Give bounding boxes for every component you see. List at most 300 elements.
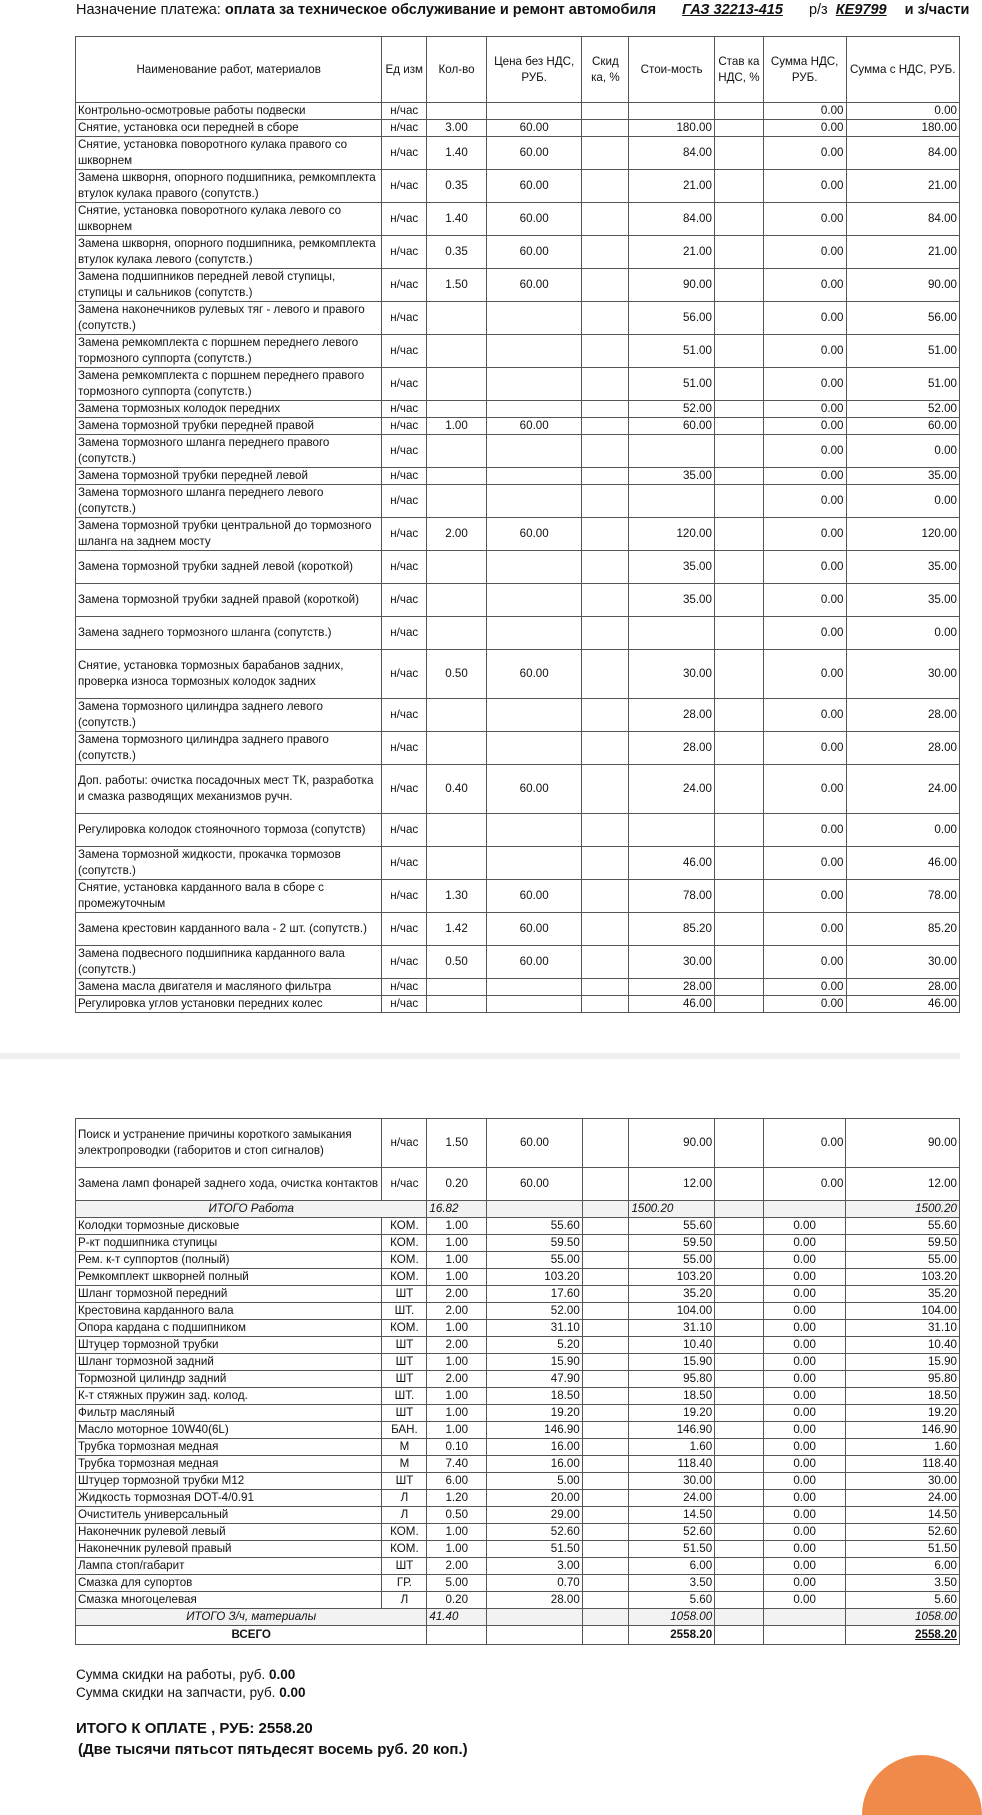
material-vat-rate (715, 1303, 764, 1320)
material-cost: 104.00 (629, 1303, 715, 1320)
table-row (76, 847, 960, 880)
material-name: Шланг тормозной передний (76, 1286, 382, 1303)
material-total: 6.00 (846, 1558, 960, 1575)
material-unit: БАН. (382, 1422, 427, 1439)
item-cost: 120.00 (629, 518, 715, 551)
item-name: Поиск и устранение причины короткого замыкания электропроводки (габоритов и стоп сигналов) (76, 1119, 382, 1168)
material-qty: 1.00 (427, 1269, 487, 1286)
material-vat-sum: 0.00 (763, 1371, 846, 1388)
item-vat-rate (715, 1119, 764, 1168)
item-qty: 1.42 (427, 913, 487, 946)
table-row (76, 1337, 960, 1354)
item-cost: 21.00 (629, 236, 715, 269)
material-name: Лампа стоп/габарит (76, 1558, 382, 1575)
item-price (486, 699, 582, 732)
item-price (486, 302, 582, 335)
material-price: 146.90 (487, 1422, 583, 1439)
item-discount (582, 814, 629, 847)
material-vat-sum: 0.00 (763, 1524, 846, 1541)
item-cost: 56.00 (629, 302, 715, 335)
material-vat-sum: 0.00 (763, 1541, 846, 1558)
item-qty (427, 468, 487, 485)
item-unit: н/час (382, 435, 427, 468)
material-price: 28.00 (487, 1592, 583, 1609)
material-cost: 118.40 (629, 1456, 715, 1473)
item-name: Замена тормозной трубки задней правой (короткой) (76, 584, 382, 617)
material-price: 52.00 (487, 1303, 583, 1320)
table-row (76, 485, 960, 518)
item-cost: 21.00 (629, 170, 715, 203)
material-unit: ШТ. (382, 1303, 427, 1320)
material-price: 3.00 (487, 1558, 583, 1575)
table-row (76, 120, 960, 137)
item-discount (582, 269, 629, 302)
item-price: 60.00 (487, 1119, 583, 1168)
material-vat-sum: 0.00 (763, 1286, 846, 1303)
item-discount (582, 584, 629, 617)
material-vat-rate (715, 1558, 764, 1575)
item-vat-sum: 0.00 (763, 913, 846, 946)
item-cost: 24.00 (629, 765, 715, 814)
item-name: Снятие, установка оси передней в сборе (76, 120, 382, 137)
item-price: 60.00 (486, 913, 582, 946)
material-qty: 2.00 (427, 1337, 487, 1354)
materials-total-vat-sum (763, 1609, 846, 1626)
item-discount (582, 203, 629, 236)
material-name: Ремкомплект шкворней полный (76, 1269, 382, 1286)
item-name: Замена шкворня, опорного подшипника, ремкомплекта втулок кулака правого (сопутств.) (76, 170, 382, 203)
item-price (486, 617, 582, 650)
item-cost: 46.00 (629, 847, 715, 880)
item-unit: н/час (382, 120, 427, 137)
material-unit: ГР. (382, 1575, 427, 1592)
item-vat-sum: 0.00 (763, 996, 846, 1013)
item-qty (427, 368, 487, 401)
table-row (76, 435, 960, 468)
material-cost: 1.60 (629, 1439, 715, 1456)
item-qty: 1.50 (427, 1119, 487, 1168)
item-name: Замена тормозной трубки центральной до тормозного шланга на заднем мосту (76, 518, 382, 551)
item-name: Замена ремкомплекта с поршнем переднего левого тормозного суппорта (сопутств.) (76, 335, 382, 368)
item-vat-rate (714, 617, 763, 650)
item-qty: 0.35 (427, 236, 487, 269)
item-vat-sum: 0.00 (763, 418, 846, 435)
table-row (76, 1269, 960, 1286)
table-row (76, 1119, 960, 1168)
material-qty: 1.00 (427, 1252, 487, 1269)
table-row (76, 979, 960, 996)
material-total: 146.90 (846, 1422, 960, 1439)
to-pay-value: 2558.20 (258, 1720, 313, 1737)
material-cost: 146.90 (629, 1422, 715, 1439)
item-name: Замена тормозного шланга переднего правого (сопутств.) (76, 435, 382, 468)
item-unit: н/час (382, 650, 427, 699)
table-row (76, 1592, 960, 1609)
item-total: 21.00 (846, 170, 960, 203)
material-cost: 19.20 (629, 1405, 715, 1422)
table-row (76, 1524, 960, 1541)
material-name: К-т стяжных пружин зад. колод. (76, 1388, 382, 1405)
item-cost (629, 814, 715, 847)
table-row (76, 1558, 960, 1575)
material-name: Штуцер тормозной трубки (76, 1337, 382, 1354)
material-qty: 0.50 (427, 1507, 487, 1524)
col-header-discount: Скид ка, % (582, 37, 629, 103)
material-vat-sum: 0.00 (763, 1337, 846, 1354)
material-cost: 3.50 (629, 1575, 715, 1592)
item-cost (629, 617, 715, 650)
item-vat-rate (714, 103, 763, 120)
material-unit: КОМ. (382, 1541, 427, 1558)
material-vat-rate (715, 1507, 764, 1524)
item-vat-sum: 0.00 (763, 518, 846, 551)
item-vat-sum: 0.00 (763, 584, 846, 617)
material-vat-rate (715, 1218, 764, 1235)
item-discount (582, 368, 629, 401)
material-unit: КОМ. (382, 1218, 427, 1235)
material-discount (582, 1269, 629, 1286)
works-total-vat-rate (715, 1201, 764, 1218)
item-unit: н/час (382, 913, 427, 946)
item-vat-sum: 0.00 (763, 236, 846, 269)
item-vat-rate (714, 120, 763, 137)
item-total: 28.00 (846, 699, 960, 732)
item-discount (582, 913, 629, 946)
item-total: 0.00 (846, 814, 960, 847)
material-discount (582, 1235, 629, 1252)
material-qty: 1.00 (427, 1218, 487, 1235)
material-cost: 55.60 (629, 1218, 715, 1235)
item-vat-rate (714, 814, 763, 847)
table-row (76, 913, 960, 946)
item-unit: н/час (382, 236, 427, 269)
item-vat-rate (714, 584, 763, 617)
item-vat-rate (714, 269, 763, 302)
material-vat-rate (715, 1354, 764, 1371)
material-vat-rate (715, 1337, 764, 1354)
material-vat-rate (715, 1405, 764, 1422)
grand-total-row (76, 1626, 960, 1645)
item-vat-sum: 0.00 (763, 468, 846, 485)
item-unit: н/час (382, 170, 427, 203)
item-qty (427, 103, 487, 120)
material-qty: 1.00 (427, 1405, 487, 1422)
item-total: 84.00 (846, 203, 960, 236)
material-vat-sum: 0.00 (763, 1252, 846, 1269)
item-qty (427, 732, 487, 765)
item-qty (427, 401, 487, 418)
material-name: Очиститель универсальный (76, 1507, 382, 1524)
grand-total-vat-rate (715, 1626, 764, 1645)
material-vat-sum: 0.00 (763, 1439, 846, 1456)
material-discount (582, 1575, 629, 1592)
item-vat-sum: 0.00 (763, 946, 846, 979)
table-row (76, 401, 960, 418)
item-vat-rate (714, 401, 763, 418)
table-row (76, 650, 960, 699)
grand-total-price (487, 1626, 583, 1645)
material-vat-rate (715, 1456, 764, 1473)
table-row (76, 170, 960, 203)
material-qty: 0.10 (427, 1439, 487, 1456)
item-name: Снятие, установка карданного вала в сборе с промежуточным (76, 880, 382, 913)
item-discount (582, 518, 629, 551)
item-name: Замена тормозной трубки задней левой (короткой) (76, 551, 382, 584)
material-discount (582, 1456, 629, 1473)
item-discount (582, 335, 629, 368)
table-row (76, 1320, 960, 1337)
works-table-part2 (75, 1118, 960, 1645)
item-unit: н/час (382, 551, 427, 584)
item-unit: н/час (382, 847, 427, 880)
table-row (76, 1218, 960, 1235)
item-total: 90.00 (846, 269, 960, 302)
item-vat-sum: 0.00 (763, 765, 846, 814)
material-qty: 6.00 (427, 1473, 487, 1490)
item-unit: н/час (382, 269, 427, 302)
table-row (76, 518, 960, 551)
grand-total-label: ВСЕГО (76, 1626, 427, 1645)
item-discount (582, 765, 629, 814)
material-name: Р-кт подшипника ступицы (76, 1235, 382, 1252)
item-unit: н/час (382, 485, 427, 518)
col-header-vat-sum: Сумма НДС, РУБ. (763, 37, 846, 103)
material-name: Крестовина карданного вала (76, 1303, 382, 1320)
item-discount (582, 946, 629, 979)
item-unit: н/час (382, 880, 427, 913)
material-unit: ШТ (382, 1371, 427, 1388)
material-qty: 1.00 (427, 1354, 487, 1371)
table-row (76, 996, 960, 1013)
item-discount (582, 1168, 629, 1201)
item-name: Замена тормозных колодок передних (76, 401, 382, 418)
material-vat-rate (715, 1541, 764, 1558)
item-qty: 1.40 (427, 137, 487, 170)
item-unit: н/час (382, 103, 427, 120)
material-vat-sum: 0.00 (763, 1405, 846, 1422)
item-price: 60.00 (486, 880, 582, 913)
item-unit: н/час (382, 699, 427, 732)
item-total: 21.00 (846, 236, 960, 269)
works-total-qty: 16.82 (427, 1201, 487, 1218)
grand-total-total: 2558.20 (846, 1626, 960, 1645)
material-price: 5.00 (487, 1473, 583, 1490)
item-price: 60.00 (486, 236, 582, 269)
material-price: 15.90 (487, 1354, 583, 1371)
item-price (486, 335, 582, 368)
table-row (76, 946, 960, 979)
item-discount (582, 170, 629, 203)
item-price: 60.00 (486, 765, 582, 814)
material-unit: ШТ (382, 1337, 427, 1354)
table-row (76, 880, 960, 913)
table-row (76, 1388, 960, 1405)
item-cost: 180.00 (629, 120, 715, 137)
item-unit: н/час (382, 137, 427, 170)
table-row (76, 699, 960, 732)
material-discount (582, 1218, 629, 1235)
item-price (486, 996, 582, 1013)
item-price (486, 401, 582, 418)
item-discount (582, 617, 629, 650)
item-cost: 51.00 (629, 335, 715, 368)
material-vat-rate (715, 1473, 764, 1490)
table-row (76, 1422, 960, 1439)
item-qty (427, 335, 487, 368)
material-name: Наконечник рулевой правый (76, 1541, 382, 1558)
item-total: 0.00 (846, 103, 960, 120)
discount-parts-line (76, 1685, 305, 1700)
item-vat-rate (714, 732, 763, 765)
item-discount (582, 120, 629, 137)
item-total: 180.00 (846, 120, 960, 137)
item-vat-rate (714, 913, 763, 946)
item-name: Снятие, установка тормозных барабанов задних, проверка износа тормозных колодок задних (76, 650, 382, 699)
material-vat-sum: 0.00 (763, 1456, 846, 1473)
item-total: 120.00 (846, 518, 960, 551)
item-discount (582, 137, 629, 170)
item-qty (427, 584, 487, 617)
amount-in-words: (Две тысячи пятьсот пятьдесят восемь руб. 20 коп.) (78, 1741, 468, 1758)
material-vat-sum: 0.00 (763, 1592, 846, 1609)
material-vat-rate (715, 1252, 764, 1269)
material-name: Рем. к-т суппортов (полный) (76, 1252, 382, 1269)
material-name: Смазка многоцелевая (76, 1592, 382, 1609)
item-vat-rate (714, 946, 763, 979)
item-vat-rate (714, 979, 763, 996)
reg-label: р/з (808, 2, 828, 18)
table-row (76, 1456, 960, 1473)
works-total-discount (582, 1201, 629, 1218)
material-total: 5.60 (846, 1592, 960, 1609)
item-discount (582, 732, 629, 765)
works-total-price (487, 1201, 583, 1218)
material-total: 35.20 (846, 1286, 960, 1303)
material-discount (582, 1558, 629, 1575)
item-cost: 46.00 (629, 996, 715, 1013)
table-row (76, 1473, 960, 1490)
material-total: 95.80 (846, 1371, 960, 1388)
item-vat-sum: 0.00 (763, 137, 846, 170)
material-vat-sum: 0.00 (763, 1303, 846, 1320)
material-vat-sum: 0.00 (763, 1269, 846, 1286)
material-qty: 1.00 (427, 1235, 487, 1252)
item-vat-sum: 0.00 (763, 203, 846, 236)
item-unit: н/час (382, 1168, 427, 1201)
material-price: 31.10 (487, 1320, 583, 1337)
material-vat-rate (715, 1592, 764, 1609)
payment-purpose-label: Назначение платежа: (76, 2, 221, 18)
item-name: Снятие, установка поворотного кулака левого со шкворнем (76, 203, 382, 236)
grand-total-vat-sum (763, 1626, 846, 1645)
item-discount (582, 551, 629, 584)
item-qty: 0.50 (427, 946, 487, 979)
item-qty (427, 814, 487, 847)
material-price: 0.70 (487, 1575, 583, 1592)
item-qty: 1.30 (427, 880, 487, 913)
item-price (486, 485, 582, 518)
material-vat-rate (715, 1524, 764, 1541)
item-cost: 60.00 (629, 418, 715, 435)
material-cost: 95.80 (629, 1371, 715, 1388)
material-vat-rate (715, 1575, 764, 1592)
item-unit: н/час (382, 518, 427, 551)
item-name: Замена заднего тормозного шланга (сопутств.) (76, 617, 382, 650)
item-discount (582, 847, 629, 880)
item-qty: 2.00 (427, 518, 487, 551)
item-vat-sum: 0.00 (763, 485, 846, 518)
material-discount (582, 1422, 629, 1439)
material-cost: 52.60 (629, 1524, 715, 1541)
discount-works-value: 0.00 (269, 1667, 296, 1682)
material-discount (582, 1541, 629, 1558)
works-total-label: ИТОГО Работа (76, 1201, 427, 1218)
item-name: Замена ремкомплекта с поршнем переднего правого тормозного суппорта (сопутств.) (76, 368, 382, 401)
material-name: Наконечник рулевой левый (76, 1524, 382, 1541)
material-discount (582, 1490, 629, 1507)
item-qty (427, 302, 487, 335)
item-unit: н/час (382, 732, 427, 765)
discount-parts-label: Сумма скидки на запчасти, руб. (76, 1685, 276, 1700)
discount-parts-value: 0.00 (279, 1685, 306, 1700)
table-row (76, 1405, 960, 1422)
item-discount (582, 1119, 629, 1168)
item-vat-rate (714, 551, 763, 584)
item-total: 51.00 (846, 335, 960, 368)
item-total: 0.00 (846, 485, 960, 518)
item-vat-rate (714, 236, 763, 269)
table-row (76, 1286, 960, 1303)
item-discount (582, 979, 629, 996)
item-vat-rate (714, 996, 763, 1013)
material-qty: 1.00 (427, 1541, 487, 1558)
item-vat-rate (714, 847, 763, 880)
material-cost: 24.00 (629, 1490, 715, 1507)
item-name: Замена шкворня, опорного подшипника, ремкомплекта втулок кулака левого (сопутств.) (76, 236, 382, 269)
material-vat-sum: 0.00 (763, 1354, 846, 1371)
item-cost: 28.00 (629, 699, 715, 732)
material-discount (582, 1320, 629, 1337)
item-price: 60.00 (486, 518, 582, 551)
material-discount (582, 1592, 629, 1609)
table-row (76, 814, 960, 847)
item-cost: 90.00 (629, 269, 715, 302)
table-row (76, 584, 960, 617)
discount-works-label: Сумма скидки на работы, руб. (76, 1667, 266, 1682)
material-name: Штуцер тормозной трубки М12 (76, 1473, 382, 1490)
item-price: 60.00 (486, 418, 582, 435)
works-total-vat-sum (763, 1201, 846, 1218)
item-unit: н/час (382, 765, 427, 814)
material-discount (582, 1524, 629, 1541)
item-total: 84.00 (846, 137, 960, 170)
material-unit: КОМ. (382, 1235, 427, 1252)
materials-total-qty: 41.40 (427, 1609, 487, 1626)
item-vat-rate (714, 880, 763, 913)
item-vat-sum: 0.00 (763, 435, 846, 468)
material-unit: Л (382, 1507, 427, 1524)
material-discount (582, 1388, 629, 1405)
item-cost: 35.00 (629, 584, 715, 617)
table-row (76, 1371, 960, 1388)
material-cost: 103.20 (629, 1269, 715, 1286)
col-header-vat-rate: Став ка НДС, % (714, 37, 763, 103)
item-vat-sum: 0.00 (763, 650, 846, 699)
material-vat-rate (715, 1235, 764, 1252)
item-vat-rate (714, 435, 763, 468)
material-unit: КОМ. (382, 1269, 427, 1286)
material-price: 52.60 (487, 1524, 583, 1541)
